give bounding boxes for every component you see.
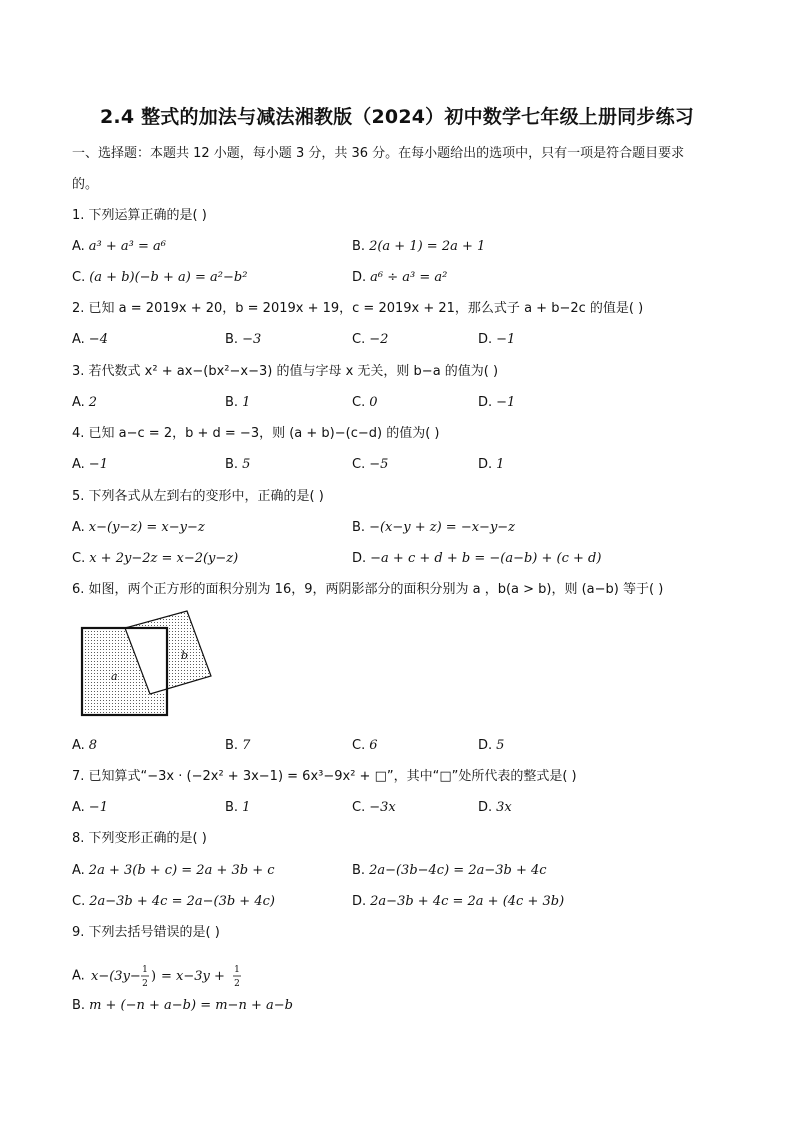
overlapping-squares-diagram [78,606,218,724]
q9a-frac2-num: 1 [234,965,240,975]
q9a-mid-text: = x−3y + [160,969,225,984]
q9a-frac2-den: 2 [234,979,240,989]
q5-option-a[interactable]: A. x−(y−z) = x−y−z [72,520,205,535]
question-9-stem: 9. 下列去括号错误的是( ) [72,925,220,940]
q9a-frac1-den: 2 [142,979,148,989]
question-4-stem: 4. 已知 a−c = 2，b + d = −3，则 (a + b)−(c−d) 的值为( ) [72,426,440,441]
q8-option-c[interactable]: C. 2a−3b + 4c = 2a−(3b + 4c) [72,894,275,909]
q2-option-b[interactable]: B. −3 [225,332,262,347]
q2-option-a[interactable]: A. −4 [72,332,108,347]
q6-squares-figure [78,606,218,724]
q3-option-a[interactable]: A. 2 [72,395,98,410]
q1-option-d[interactable]: D. a⁶ ÷ a³ = a² [352,270,448,285]
q9a-left-text: x−(3y− [90,969,141,984]
question-8-stem: 8. 下列变形正确的是( ) [72,831,207,846]
q4-option-b[interactable]: B. 5 [225,457,251,472]
q4-option-d[interactable]: D. 1 [478,457,505,472]
q3-option-c[interactable]: C. 0 [352,395,378,410]
question-3-stem: 3. 若代数式 x² + ax−(bx²−x−3) 的值与字母 x 无关，则 b−a 的值为( ) [72,364,499,379]
q8-option-d[interactable]: D. 2a−3b + 4c = 2a + (4c + 3b) [352,894,565,909]
question-7-stem: 7. 已知算式“−3x · (−2x² + 3x−1) = 6x³−9x² + □”，其中“□”处所代表的整式是( ) [72,769,577,784]
q1-option-c[interactable]: C. (a + b)(−b + a) = a²−b² [72,270,248,285]
q5-option-b[interactable]: B. −(x−y + z) = −x−y−z [352,520,516,535]
q1-option-a[interactable]: A. a³ + a³ = a⁶ [72,239,166,254]
q9a-frac1-num: 1 [142,965,148,975]
q6-option-b[interactable]: B. 7 [225,738,251,753]
q8-option-a[interactable]: A. 2a + 3(b + c) = 2a + 3b + c [72,863,275,878]
q2-option-c[interactable]: C. −2 [352,332,389,347]
q9a-close-paren: ) [150,969,157,984]
q6-option-d[interactable]: D. 5 [478,738,505,753]
question-2-stem: 2. 已知 a = 2019x + 20，b = 2019x + 19，c = 2019x + 21，那么式子 a + b−2c 的值是( ) [72,301,644,316]
q5-option-d[interactable]: D. −a + c + d + b = −(a−b) + (c + d) [352,551,602,566]
page-title: 2.4 整式的加法与减法湘教版（2024）初中数学七年级上册同步练习 [100,106,694,128]
q7-option-a[interactable]: A. −1 [72,800,108,815]
q3-option-b[interactable]: B. 1 [225,395,251,410]
section-instructions-cont: 的。 [72,177,99,192]
q9-option-b[interactable]: B. m + (−n + a−b) = m−n + a−b [72,998,293,1013]
q6-option-a[interactable]: A. 8 [72,738,98,753]
q7-option-c[interactable]: C. −3x [352,800,396,815]
label-b: b [181,649,189,662]
question-6-stem: 6. 如图，两个正方形的面积分别为 16，9，两阴影部分的面积分别为 a ，b(a > b)，则 (a−b) 等于( ) [72,582,664,597]
q9-option-a[interactable]: A. x−(3y− 1 2 ) = x−3y + 1 2 [72,961,269,991]
q9-option-a-formula [89,961,269,991]
q8-option-b[interactable]: B. 2a−(3b−4c) = 2a−3b + 4c [352,863,547,878]
section-instructions: 一、选择题：本题共 12 小题，每小题 3 分，共 36 分。在每小题给出的选项中，只有一项是符合题目要求 [72,146,685,161]
q6-option-c[interactable]: C. 6 [352,738,378,753]
q7-option-d[interactable]: D. 3x [478,800,512,815]
q7-option-b[interactable]: B. 1 [225,800,251,815]
q3-option-d[interactable]: D. −1 [478,395,516,410]
q1-option-b[interactable]: B. 2(a + 1) = 2a + 1 [352,239,486,254]
label-a: a [111,670,118,683]
question-5-stem: 5. 下列各式从左到右的变形中，正确的是( ) [72,489,324,504]
q4-option-c[interactable]: C. −5 [352,457,389,472]
q2-option-d[interactable]: D. −1 [478,332,516,347]
q5-option-c[interactable]: C. x + 2y−2z = x−2(y−z) [72,551,239,566]
q4-option-a[interactable]: A. −1 [72,457,108,472]
question-1-stem: 1. 下列运算正确的是( ) [72,208,207,223]
